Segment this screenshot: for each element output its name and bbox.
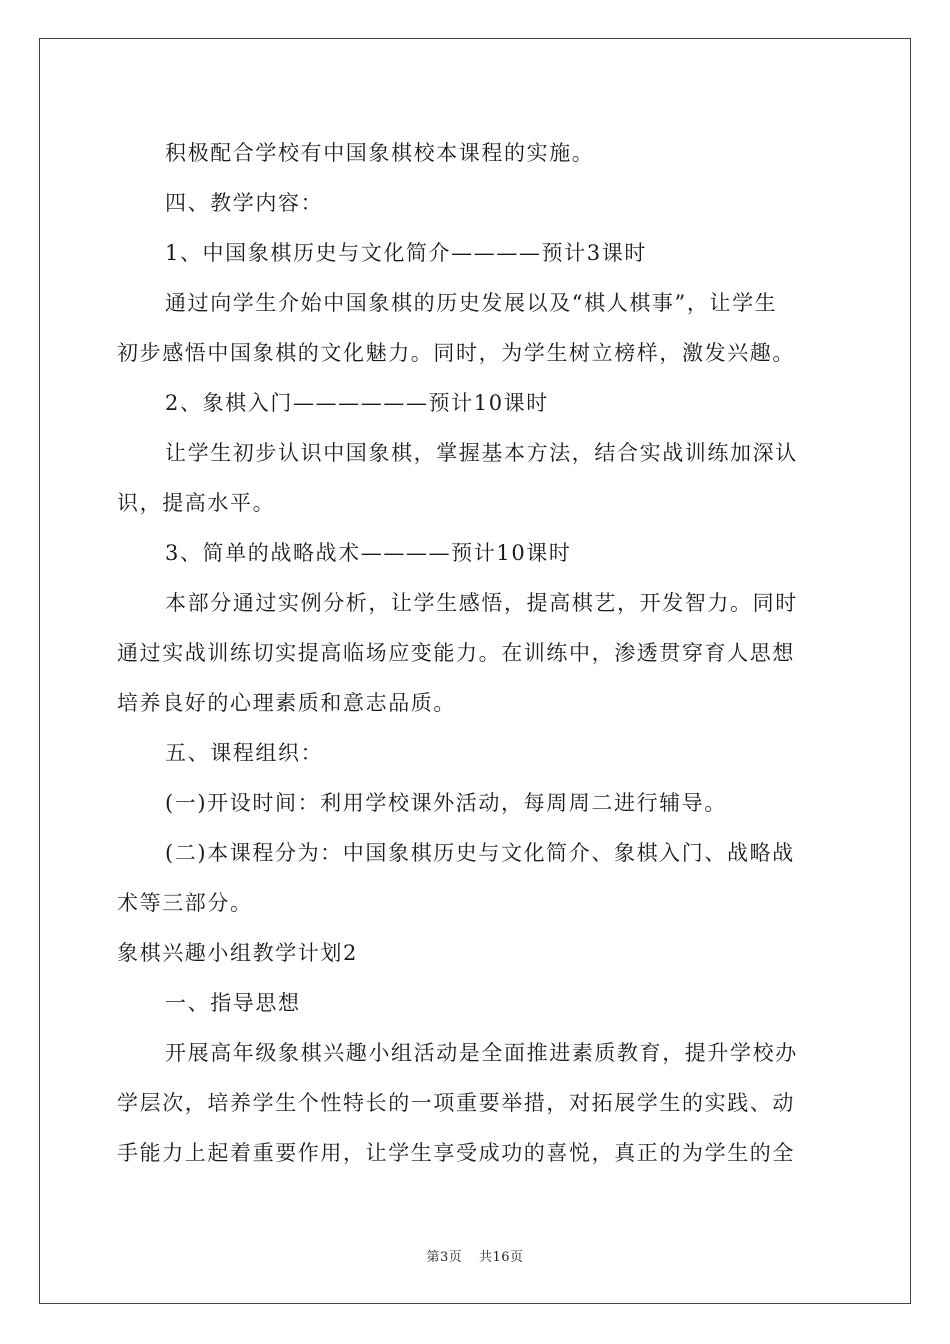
section-heading: 一、指导思想 (165, 991, 301, 1015)
paragraph-line: 让学生初步认识中国象棋，掌握基本方法，结合实战训练加深认 (165, 441, 798, 465)
paragraph-line: 手能力上起着重要作用，让学生享受成功的喜悦，真正的为学生的全 (117, 1141, 795, 1165)
paragraph-line: 初步感悟中国象棋的文化魅力。同时，为学生树立榜样，激发兴趣。 (117, 341, 795, 365)
section-heading: 五、课程组织： (165, 741, 324, 765)
page-footer (0, 1246, 950, 1265)
paragraph-line: 通过实战训练切实提高临场应变能力。在训练中，渗透贯穿育人思想 (117, 641, 795, 665)
paragraph-line: 积极配合学校有中国象棋校本课程的实施。 (165, 141, 595, 165)
paragraph-line: 识，提高水平。 (117, 491, 276, 515)
list-item: 1、中国象棋历史与文化简介————预计3课时 (165, 241, 647, 265)
total-pages: 共16页 (478, 1250, 524, 1265)
list-item: (二)本课程分为：中国象棋历史与文化简介、象棋入门、战略战 (165, 841, 795, 865)
paragraph-line: 学层次，培养学生个性特长的一项重要举措，对拓展学生的实践、动 (117, 1091, 795, 1115)
paragraph-line: 本部分通过实例分析，让学生感悟，提高棋艺，开发智力。同时 (165, 591, 798, 615)
paragraph-line: 术等三部分。 (117, 891, 253, 915)
list-item: (一)开设时间：利用学校课外活动，每周周二进行辅导。 (165, 791, 727, 815)
document-title: 象棋兴趣小组教学计划2 (117, 941, 358, 965)
list-item: 3、简单的战略战术————预计10课时 (165, 541, 572, 565)
paragraph-line: 通过向学生介始中国象棋的历史发展以及“棋人棋事”，让学生 (165, 291, 778, 315)
section-heading: 四、教学内容： (165, 191, 324, 215)
page-number: 第3页 (426, 1250, 463, 1265)
paragraph-line: 培养良好的心理素质和意志品质。 (117, 691, 456, 715)
list-item: 2、象棋入门——————预计10课时 (165, 391, 549, 415)
paragraph-line: 开展高年级象棋兴趣小组活动是全面推进素质教育，提升学校办 (165, 1041, 798, 1065)
document-body (117, 128, 833, 1178)
